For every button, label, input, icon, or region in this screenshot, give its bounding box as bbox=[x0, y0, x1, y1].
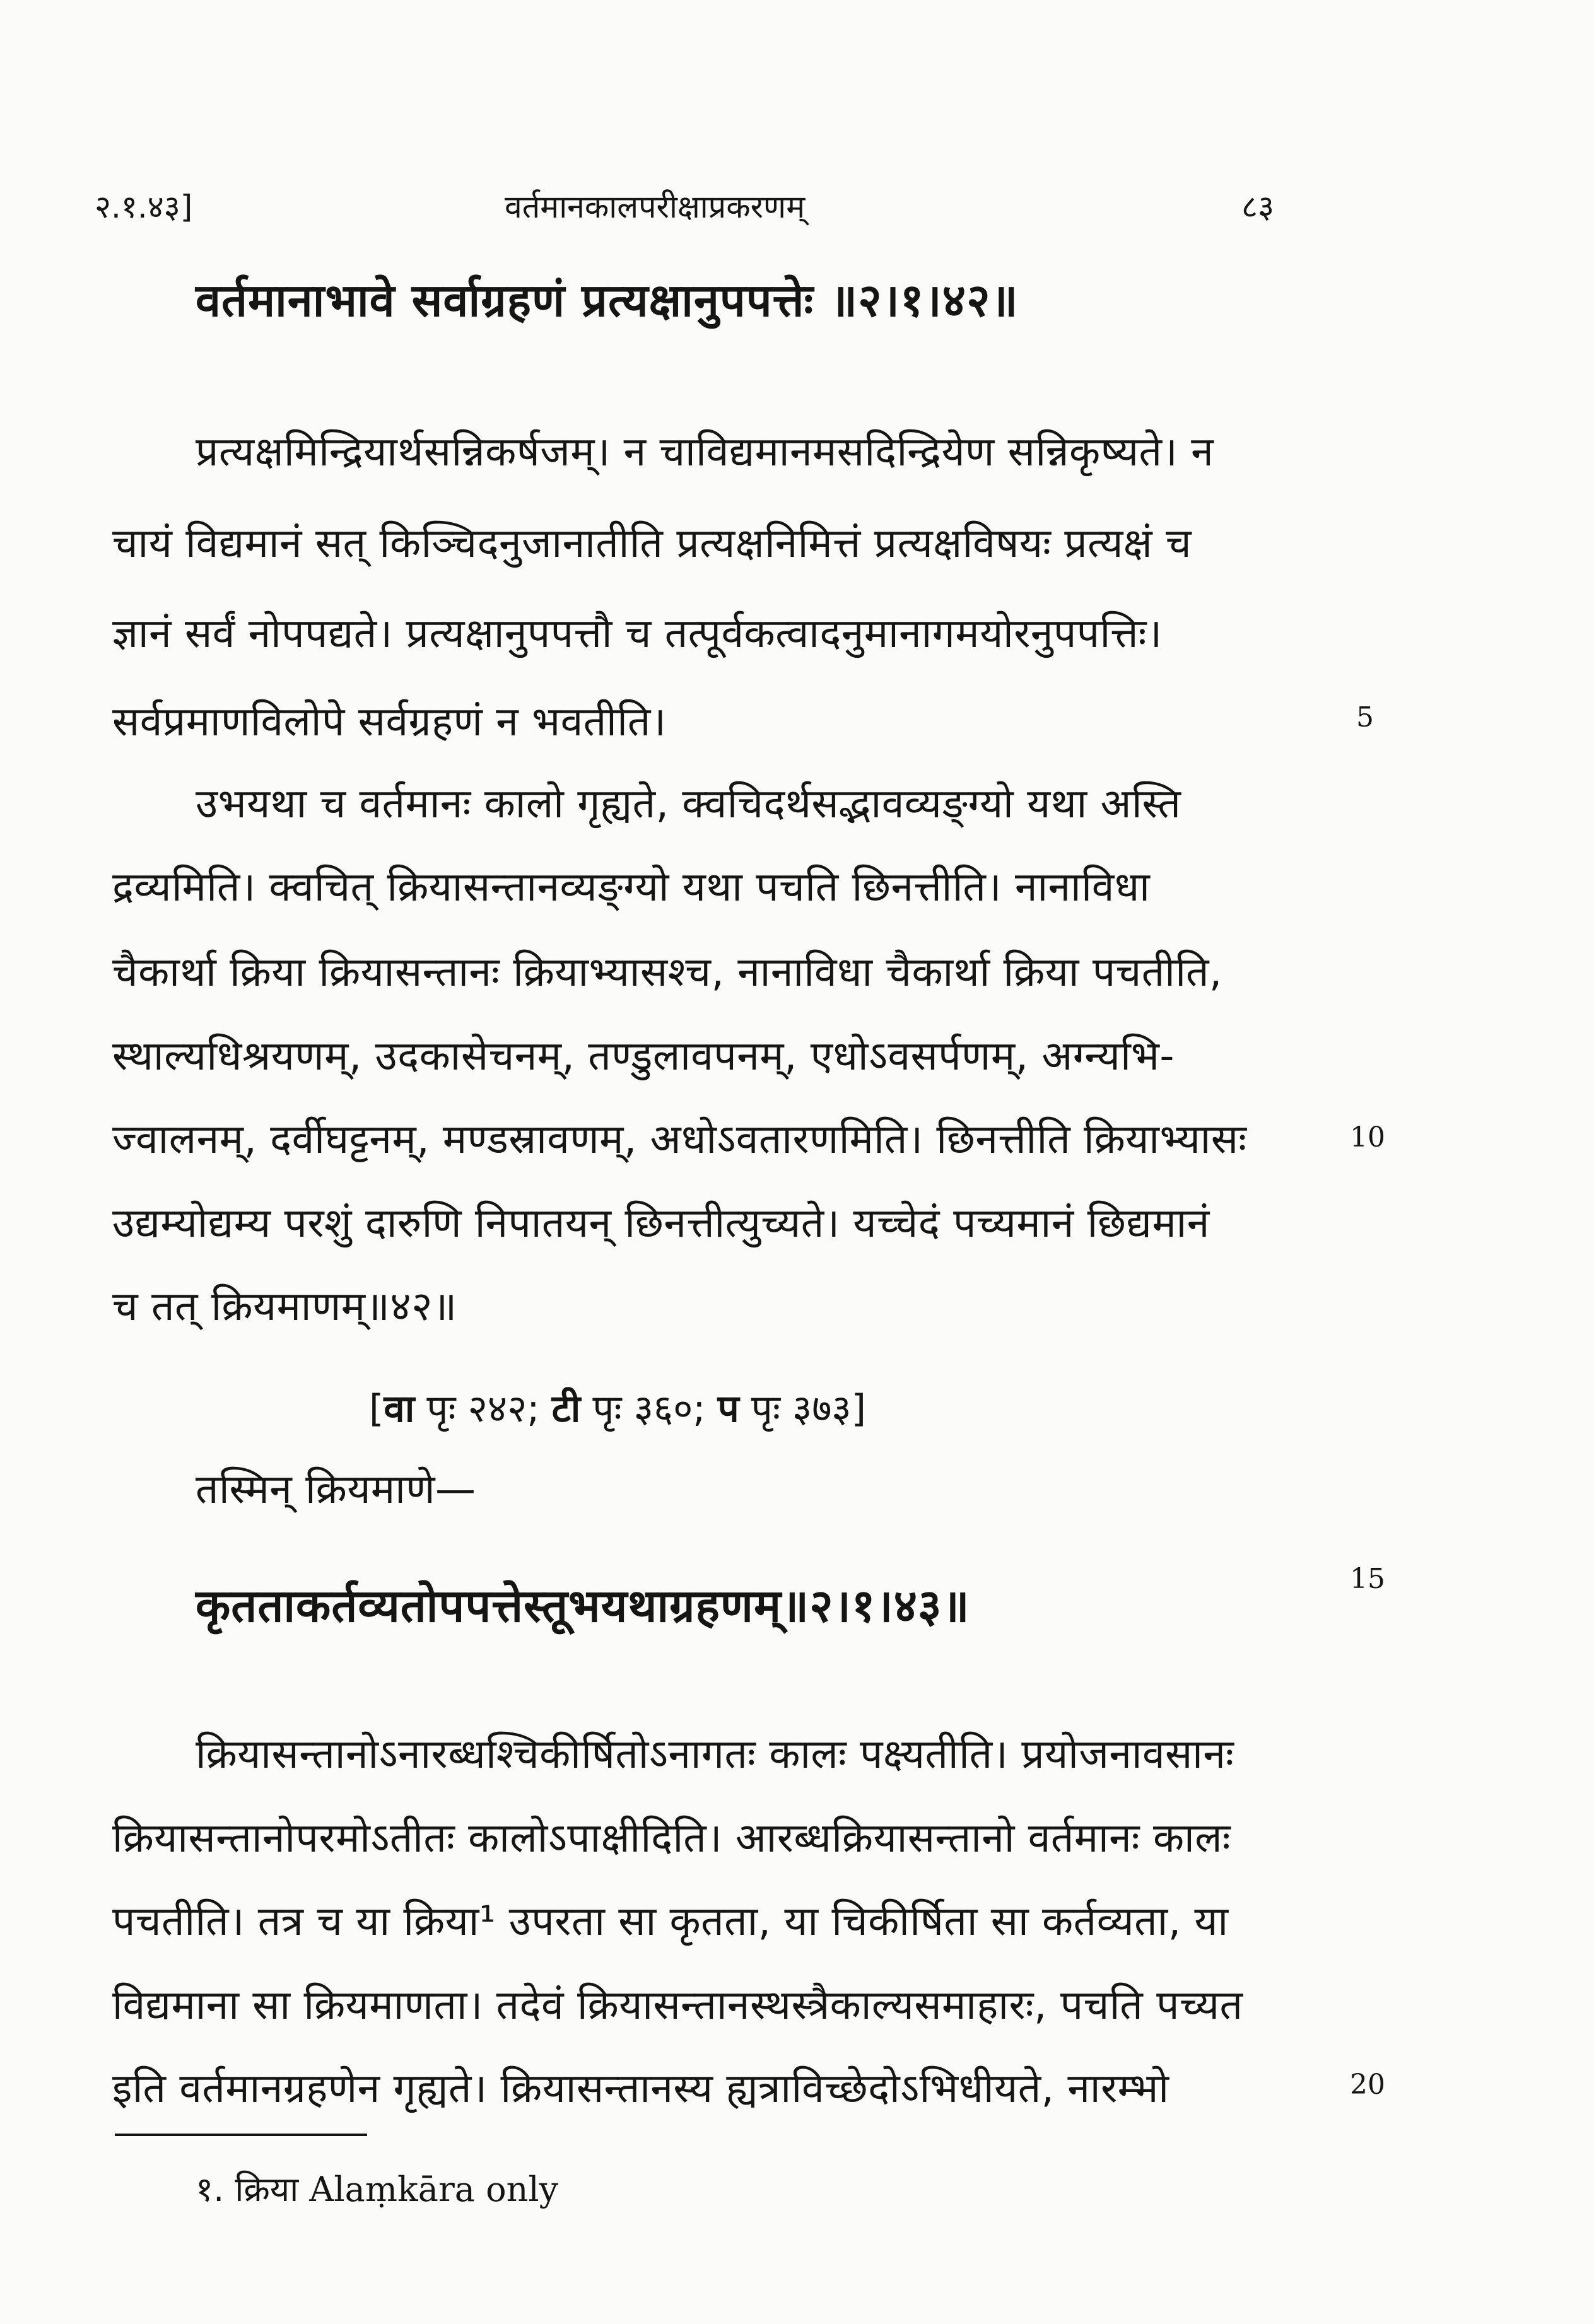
footnote-rule bbox=[115, 2134, 367, 2136]
footnote-latin: Alaṃkāra only bbox=[309, 2169, 559, 2209]
text-line: उभयथा च वर्तमानः कालो गृह्यते, क्वचिदर्थसद्भावव्यङ्ग्यो यथा अस्ति bbox=[196, 781, 1181, 827]
reference-ti: टी bbox=[551, 1387, 581, 1431]
reference-ti-page: पृः ३६०; bbox=[580, 1387, 718, 1431]
reference-close: ] bbox=[851, 1387, 867, 1431]
text-line: द्रव्यमिति। क्वचित् क्रियासन्तानव्यङ्ग्यो यथा पचति छिनत्तीति। नानाविधा bbox=[112, 864, 1151, 911]
text-line: स्थाल्यधिश्रयणम्, उदकासेचनम्, तण्डुलावपनम्, एधोऽवसर्पणम्, अग्न्यभि- bbox=[112, 1033, 1175, 1080]
reference-va-page: पृः २४२; bbox=[414, 1387, 552, 1431]
sutra-42: वर्तमानाभावे सर्वाग्रहणं प्रत्यक्षानुपपत्तेः ॥२।१।४२॥ bbox=[196, 274, 1019, 327]
running-header-title: वर्तमानकालपरीक्षाप्रकरणम् bbox=[505, 189, 806, 225]
text-line: उद्यम्योद्यम्य परशुं दारुणि निपातयन् छिनत्तीत्युच्यते। यच्चेदं पच्यमानं छिद्यमानं bbox=[112, 1200, 1210, 1247]
text-line: चायं विद्यमानं सत् किञ्चिदनुजानातीति प्रत्यक्षनिमित्तं प्रत्यक्षविषयः प्रत्यक्षं च bbox=[112, 520, 1192, 567]
text-line: पचतीति। तत्र च या क्रिया¹ उपरता सा कृतता, या चिकीर्षिता सा कर्तव्यता, या bbox=[112, 1898, 1229, 1945]
text-line: च तत् क्रियमाणम्॥४२॥ bbox=[112, 1283, 457, 1330]
text-line: क्रियासन्तानोऽनारब्धश्चिकीर्षितोऽनागतः कालः पक्ष्यतीति। प्रयोजनावसानः bbox=[196, 1731, 1234, 1778]
text-line: इति वर्तमानग्रहणेन गृह्यते। क्रियासन्तानस्य ह्यत्राविच्छेदोऽभिधीयते, नारम्भो bbox=[112, 2065, 1169, 2112]
sutra-43-intro: तस्मिन् क्रियमाणे— bbox=[196, 1466, 476, 1513]
text-line: ज्ञानं सर्वं नोपपद्यते। प्रत्यक्षानुपपत्तौ च तत्पूर्वकत्वादनुमानागमयोरनुपपत्तिः। bbox=[112, 610, 1163, 657]
commentary-reference bbox=[369, 1381, 866, 1433]
reference-va: वा bbox=[384, 1387, 415, 1431]
line-number-10: 10 bbox=[1350, 1121, 1385, 1153]
line-number-20: 20 bbox=[1350, 2069, 1385, 2101]
text-line: चैकार्था क्रिया क्रियासन्तानः क्रियाभ्यासश्च, नानाविधा चैकार्था क्रिया पचतीति, bbox=[112, 949, 1222, 996]
line-number-15: 15 bbox=[1350, 1563, 1385, 1595]
text-line: सर्वप्रमाणविलोपे सर्वग्रहणं न भवतीति। bbox=[112, 699, 667, 745]
text-line: प्रत्यक्षमिन्द्रियार्थसन्निकर्षजम्। न चाविद्यमानमसदिन्द्रियेण सन्निकृष्यते। न bbox=[196, 429, 1214, 476]
footnote-deva: क्रिया bbox=[235, 2169, 299, 2209]
reference-pa-page: पृः ३७३ bbox=[739, 1387, 852, 1431]
text-line: क्रियासन्तानोपरमोऽतीतः कालोऽपाक्षीदिति। आरब्धक्रियासन्तानो वर्तमानः कालः bbox=[112, 1815, 1231, 1862]
text-line: विद्यमाना सा क्रियमाणता। तदेवं क्रियासन्तानस्थस्त्रैकाल्यसमाहारः, पचति पच्यत bbox=[112, 1982, 1243, 2029]
sutra-43: कृतताकर्तव्यतोपपत्तेस्तूभयथाग्रहणम्॥२।१।४३॥ bbox=[196, 1579, 970, 1632]
page-number: ८३ bbox=[1241, 189, 1274, 225]
reference-open: [ bbox=[369, 1387, 384, 1431]
text-line: ज्वालनम्, दर्वीघट्टनम्, मण्डस्रावणम्, अधोऽवतारणमिति। छिनत्तीति क्रियाभ्यासः bbox=[112, 1116, 1247, 1163]
footnote-marker: १. bbox=[196, 2169, 225, 2209]
running-header-left: २.१.४३] bbox=[95, 189, 193, 225]
reference-pa: प bbox=[717, 1387, 739, 1431]
line-number-5: 5 bbox=[1356, 701, 1374, 733]
footnote bbox=[196, 2164, 558, 2211]
